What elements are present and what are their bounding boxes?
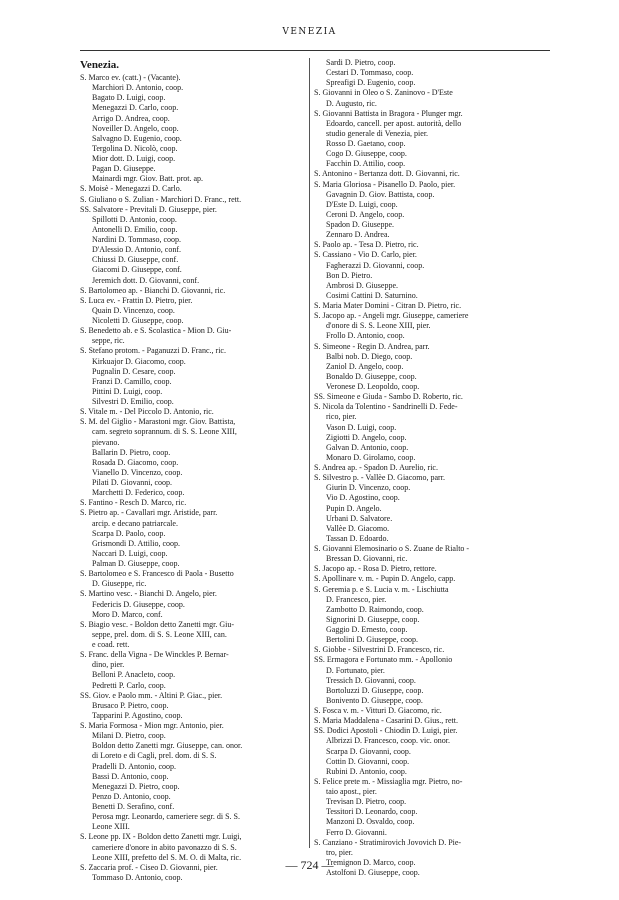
clergy-entry: Cogo D. Giuseppe, coop. [326,149,407,159]
church-entry: S. Giovanni Battista in Bragora - Plunger mgr. [314,108,463,118]
clergy-entry: Silvestri D. Emilio, coop. [92,397,174,406]
church-entry: S. Martino vesc. - Bianchi D. Angelo, pier. [80,589,217,599]
clergy-entry: Mainardi mgr. Giov. Batt. prot. ap. [92,174,204,184]
clergy-entry: Vallèe D. Giacomo. [326,523,390,533]
clergy-entry: Naccari D. Luigi, coop. [92,548,168,558]
clergy-entry: pievano. [92,437,120,447]
clergy-entry: Tremignon D. Marco, coop. [326,857,416,867]
clergy-entry: Giurin D. Vincenzo, coop. [326,483,411,493]
church-entry: S. Zaccaria prof. - Ciseo D. Giovanni, pier. [80,862,218,872]
church-entry: S. Fantino - Resch D. Marco, ric. [80,498,187,508]
running-header: VENEZIA [282,27,337,37]
clergy-entry: Zennaro D. Andrea. [326,230,390,240]
clergy-entry: Giacomi D. Giuseppe, conf. [92,265,182,275]
clergy-entry: Scarpa D. Giovanni, coop. [326,746,411,756]
clergy-entry: e coad. rett. [92,640,130,649]
clergy-entry: Bonaldo D. Giuseppe, coop. [326,371,417,381]
clergy-entry: Pradelli D. Antonio, coop. [92,761,176,771]
header-rule [80,50,550,51]
clergy-entry: Tergolina D. Nicolò, coop. [92,143,178,153]
clergy-entry: Noveiller D. Angelo, coop. [92,123,179,133]
clergy-entry: Grismondi D. Attilio, coop. [92,538,180,548]
clergy-entry: Tommaso D. Antonio, coop. [92,872,183,882]
church-entry: S. Antonino - Bertanza dott. D. Giovanni, ric. [314,169,460,179]
right-column [314,58,550,878]
clergy-entry: Sardi D. Pietro, coop. [326,58,396,67]
clergy-entry: Leone XIII, prefetto del S. M. O. di Malta, ric. [92,852,242,862]
clergy-entry: Manzoni D. Osvaldo, coop. [326,817,415,827]
church-entry: S. Nicola da Tolentino - Sandrinelli D. Fede- [314,402,458,412]
clergy-entry: Jeremich dott. D. Giovanni, conf. [92,275,200,285]
clergy-entry: Menegazzi D. Pietro, coop. [92,781,180,791]
clergy-entry: Albrizzi D. Francesco, coop. vic. onor. [326,736,450,746]
clergy-entry: Ballarin D. Pietro, coop. [92,447,171,457]
clergy-entry: Leone XIII. [92,822,130,832]
church-entry: S. Biagio vesc. - Boldon detto Zanetti mgr. Giu- [80,619,234,629]
clergy-entry: tro, pier. [326,847,353,857]
clergy-entry: Pilati D. Giovanni, coop. [92,478,172,487]
church-entry: S. Jacopo ap. - Rosa D. Pietro, rettore. [314,564,437,574]
clergy-entry: Antonelli D. Emilio, coop. [92,224,178,234]
clergy-entry: Tessitori D. Leonardo, coop. [326,807,418,817]
church-entry: S. Bartolomeo ap. - Bianchi D. Giovanni, ric. [80,285,226,295]
church-entry: S. Apollinare v. m. - Pupin D. Angelo, capp. [314,574,456,584]
clergy-entry: Belloni P. Anacleto, coop. [92,670,176,680]
clergy-entry: Veronese D. Leopoldo, coop. [326,382,420,391]
right-entries [314,58,550,878]
clergy-entry: Quain D. Vincenzo, coop. [92,305,175,315]
clergy-entry: Vianello D. Vincenzo, coop. [92,467,183,477]
clergy-entry: cameriere d'onore in abito pavonazzo di S. S. [92,842,237,852]
clergy-entry: Bertolini D. Giuseppe, coop. [326,635,418,645]
church-entry: S. Maria Formosa - Mion mgr. Antonio, pier. [80,721,224,730]
clergy-entry: Milani D. Pietro, coop. [92,731,166,741]
clergy-entry: D'Este D. Luigi, coop. [326,199,398,209]
clergy-entry: Ambrosi D. Giuseppe. [326,280,398,290]
church-entry: S. Fosca v. m. - Vitturi D. Giacomo, ric. [314,706,442,715]
church-entry: S. Moisè - Menegazzi D. Carlo. [80,184,182,194]
clergy-entry: seppe, ric. [92,336,125,346]
clergy-entry: Signorini D. Giuseppe, coop. [326,614,420,624]
church-entry: S. Stefano protom. - Paganuzzi D. Franc., ric. [80,346,226,356]
clergy-entry: Salvagno D. Eugenio, coop. [92,133,182,143]
clergy-entry: Chiussi D. Giuseppe, conf. [92,255,179,265]
church-entry: S. Canziano - Stratimirovich Jovovich D. Pie- [314,837,462,847]
clergy-entry: Ceroni D. Angelo, coop. [326,209,405,219]
clergy-entry: arcip. e decano patriarcale. [92,518,178,528]
clergy-entry: Facchin D. Attilio, coop. [326,159,406,169]
church-entry: SS. Simeone e Giuda - Sambo D. Roberto, ric. [314,392,463,402]
church-entry: S. Maria Mater Domini - Citran D. Pietro, ric. [314,301,462,310]
clergy-entry: rico, pier. [326,412,357,422]
clergy-entry: Spillotti D. Antonio, coop. [92,214,177,224]
clergy-entry: Moro D. Marco, conf. [92,609,163,619]
clergy-entry: Menegazzi D. Carlo, coop. [92,103,179,113]
church-entry: S. Simeone - Regin D. Andrea, parr. [314,341,430,351]
clergy-entry: Nicoletti D. Giuseppe, coop. [92,316,184,325]
church-entry: S. Bartolomeo e S. Francesco di Paola - Busetto [80,569,234,579]
clergy-entry: Benetti D. Serafino, conf. [92,802,175,811]
church-entry: S. Leone pp. IX - Boldon detto Zanetti mgr. Luigi, [80,832,242,842]
clergy-entry: D. Augusto, ric. [326,98,377,108]
clergy-entry: Balbi nob. D. Diego, coop. [326,351,413,361]
church-entry: S. Franc. della Vigna - De Winckles P. Bernar- [80,650,229,660]
church-entry: S. Pietro ap. - Cavallari mgr. Aristide, parr. [80,508,218,518]
church-entry: S. Giovanni in Oleo o S. Zaninovo - D'Este [314,88,453,98]
clergy-entry: di Loreto e di Cagli, prel. dom. di S. S. [92,751,217,761]
clergy-entry: Penzo D. Antonio, coop. [92,791,171,801]
clergy-entry: Mior dott. D. Luigi, coop. [92,154,176,163]
church-entry: S. Benedetto ab. e S. Scolastica - Mion D. Giu- [80,326,232,336]
section-heading: Venezia. [80,59,120,71]
clergy-entry: Kirkuajor D. Giacomo, coop. [92,356,186,366]
clergy-entry: Urbani D. Salvatore. [326,513,393,523]
clergy-entry: Gavagnin D. Giov. Battista, coop. [326,189,435,199]
clergy-entry: Cosimi Cattini D. Saturnino. [326,290,418,300]
clergy-entry: Rosso D. Gaetano, coop. [326,139,406,148]
clergy-entry: Pupin D. Angelo. [326,503,382,513]
church-entry: S. Silvestro p. - Vallèe D. Giacomo, parr. [314,473,445,483]
church-entry: S. Luca ev. - Frattin D. Pietro, pier. [80,295,193,305]
clergy-entry: Tressich D. Giovanni, coop. [326,675,416,685]
church-entry: SS. Ermagora e Fortunato mm. - Apollonio [314,655,453,665]
clergy-entry: taio apost., pier. [326,787,377,796]
clergy-entry: Spreafigi D. Eugenio, coop. [326,78,416,88]
church-entry: SS. Dodici Apostoli - Chiodin D. Luigi, pier. [314,726,458,736]
church-entry: S. Vitale m. - Del Piccolo D. Antonio, ric. [80,407,214,417]
clergy-entry: Bassi D. Antonio, coop. [92,771,169,781]
clergy-entry: Boldon detto Zanetti mgr. Giuseppe, can. onor. [92,741,243,751]
clergy-entry: D. Francesco, pier. [326,594,387,604]
church-entry: SS. Giov. e Paolo mm. - Altini P. Giac., pier. [80,690,223,700]
church-entry: S. Maria Gloriosa - Pisanello D. Paolo, pier. [314,179,456,189]
clergy-entry: Rosada D. Giacomo, coop. [92,457,179,467]
clergy-entry: Marchiori D. Antonio, coop. [92,83,184,93]
clergy-entry: Nardini D. Tommaso, coop. [92,235,182,244]
church-entry: S. Paolo ap. - Tesa D. Pietro, ric. [314,240,419,250]
church-entry: S. M. del Giglio - Marastoni mgr. Giov. Battista, [80,417,236,427]
clergy-entry: Bonivento D. Giuseppe, coop. [326,695,423,705]
clergy-entry: Pedretti P. Carlo, coop. [92,680,166,690]
clergy-entry: studio generale di Venezia, pier. [326,128,429,138]
clergy-entry: Bressan D. Giovanni, ric. [326,554,408,564]
clergy-entry: Tapparini P. Agostino, coop. [92,710,183,720]
clergy-entry: Pugnalin D. Cesare, coop. [92,366,176,376]
clergy-entry: Bortoluzzi D. Giuseppe, coop. [326,685,424,695]
church-entry: S. Felice prete m. - Missiaglia mgr. Pietro, no- [314,776,463,786]
clergy-entry: cam. segreto soprannum. di S. S. Leone XIII, [92,427,237,437]
clergy-entry: Palman D. Giuseppe, coop. [92,559,180,568]
clergy-entry: Zambotto D. Raimondo, coop. [326,604,424,614]
clergy-entry: Vio D. Agostino, coop. [326,493,400,503]
church-entry: S. Maria Maddalena - Casarini D. Gius., rett. [314,716,458,726]
clergy-entry: D. Fortunato, pier. [326,665,385,675]
clergy-entry: Frollo D. Antonio, coop. [326,331,405,341]
clergy-entry: Bagato D. Luigi, coop. [92,93,166,103]
clergy-entry: Fagherazzi D. Giovanni, coop. [326,260,425,270]
clergy-entry: d'onore di S. S. Leone XIII, pier. [326,321,431,331]
clergy-entry: Brusaco P. Pietro, coop. [92,700,169,710]
clergy-entry: Scarpa D. Paolo, coop. [92,528,166,538]
clergy-entry: Trevisan D. Pietro, coop. [326,797,407,807]
clergy-entry: Arrigo D. Andrea, coop. [92,113,170,123]
clergy-entry: Zaniol D. Angelo, coop. [326,361,404,371]
clergy-entry: D. Giuseppe, ric. [92,579,147,589]
clergy-entry: Galvan D. Antonio, coop. [326,442,409,452]
church-entry: S. Andrea ap. - Spadon D. Aurelio, ric. [314,463,438,472]
clergy-entry: Bon D. Pietro. [326,270,373,280]
clergy-entry: Franzi D. Camillo, coop. [92,376,172,386]
church-entry: S. Giovanni Elemosinario o S. Zuane de Rialto - [314,544,470,553]
clergy-entry: Edoardo, cancell. per apost. autorità, dello [326,118,462,128]
left-entries [80,73,305,883]
left-column [80,58,305,883]
clergy-entry: Cottin D. Giovanni, coop. [326,756,410,766]
church-entry: S. Giobbe - Silvestrini D. Francesco, ric. [314,645,445,655]
clergy-entry: Perosa mgr. Leonardo, cameriere segr. di S. S. [92,812,240,822]
clergy-entry: Cestari D. Tommaso, coop. [326,68,414,78]
church-entry: S. Geremia p. e S. Lucia v. m. - Lischiutta [314,584,449,594]
clergy-entry: Gaggio D. Ernesto, coop. [326,625,408,634]
clergy-entry: dino, pier. [92,660,125,670]
clergy-entry: D'Alessio D. Antonio, conf. [92,245,181,255]
clergy-entry: seppe, prel. dom. di S. S. Leone XIII, can. [92,629,227,639]
page-number: — 724 — [285,858,334,872]
church-entry: SS. Salvatore - Previtali D. Giuseppe, pier. [80,204,217,214]
clergy-entry: Rubini D. Antonio, coop. [326,766,407,776]
clergy-entry: Tassan D. Edoardo. [326,533,389,543]
clergy-entry: Ferro D. Giovanni. [326,827,387,837]
clergy-entry: Zigiotti D. Angelo, coop. [326,432,407,442]
clergy-entry: Pagan D. Giuseppe. [92,164,156,174]
clergy-entry: Pittini D. Luigi, coop. [92,386,163,396]
clergy-entry: Marchetti D. Federico, coop. [92,488,185,498]
clergy-entry: Monaro D. Girolamo, coop. [326,452,416,462]
church-entry: S. Marco ev. (catt.) - (Vacante). [80,73,181,82]
column-divider [309,58,310,848]
church-entry: S. Giuliano o S. Zulian - Marchiori D. Franc., rett. [80,194,242,204]
clergy-entry: Astolfoni D. Giuseppe, coop. [326,868,420,877]
church-entry: S. Jacopo ap. - Angeli mgr. Giuseppe, cameriere [314,311,469,321]
clergy-entry: Federicis D. Giuseppe, coop. [92,599,185,609]
clergy-entry: Spadon D. Giuseppe. [326,220,394,229]
clergy-entry: Vason D. Luigi, coop. [326,422,397,432]
church-entry: S. Cassiano - Vio D. Carlo, pier. [314,250,417,260]
